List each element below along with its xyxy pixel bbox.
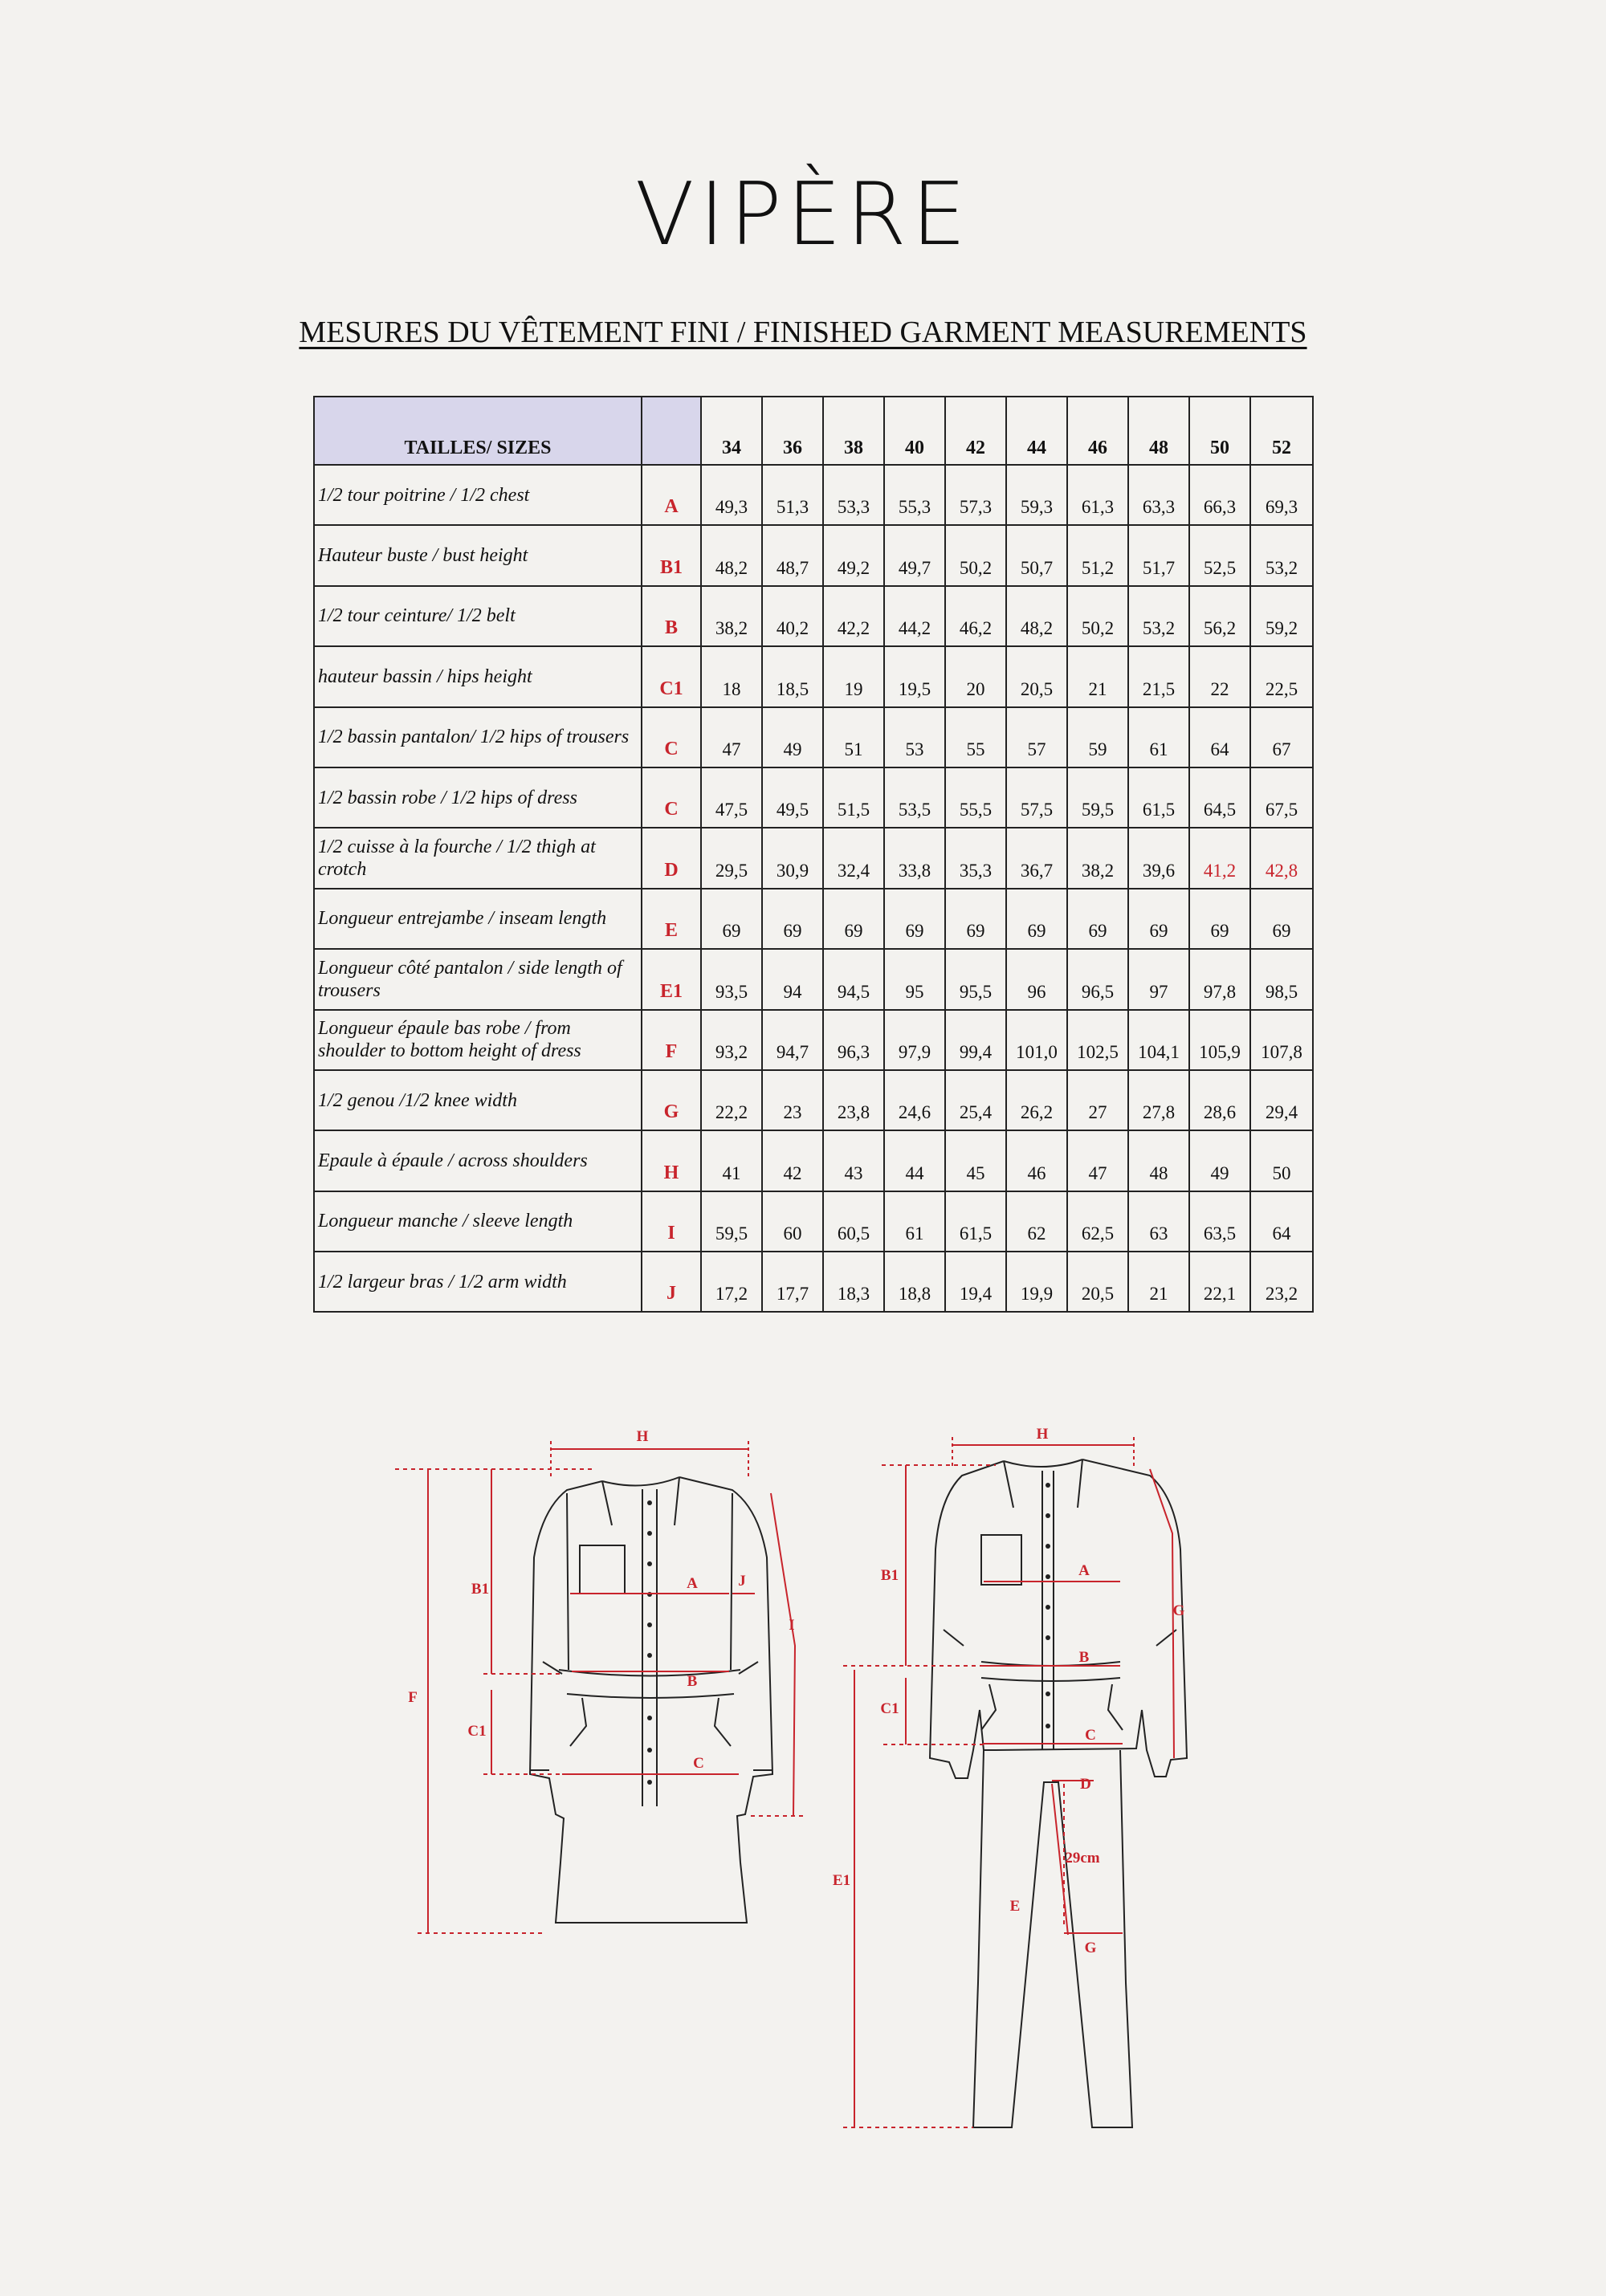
jumpsuit-label-D: D (1080, 1776, 1091, 1793)
measurement-value: 27 (1067, 1070, 1128, 1130)
measurement-value: 64,5 (1189, 767, 1250, 828)
measurement-value: 64 (1250, 1191, 1313, 1252)
measurement-value: 57,3 (945, 465, 1006, 525)
measurement-value: 18,3 (823, 1252, 884, 1312)
measurement-label: Longueur entrejambe / inseam length (314, 889, 642, 949)
measurement-value: 95,5 (945, 949, 1006, 1009)
measurement-value: 19,5 (884, 646, 945, 706)
measurement-value: 22 (1189, 646, 1250, 706)
measurement-value: 40,2 (762, 586, 823, 646)
measurement-value: 43 (823, 1130, 884, 1191)
measurement-value: 62,5 (1067, 1191, 1128, 1252)
measurement-value: 93,2 (701, 1010, 762, 1070)
measurement-value: 94,7 (762, 1010, 823, 1070)
measurement-code: C1 (642, 646, 701, 706)
jumpsuit-label-E1: E1 (832, 1872, 851, 1889)
measurement-value: 23 (762, 1070, 823, 1130)
measurement-code: J (642, 1252, 701, 1312)
measurement-value: 20,5 (1006, 646, 1067, 706)
measurement-value: 48,7 (762, 525, 823, 585)
measurement-value: 47 (701, 707, 762, 767)
measurement-value: 50,7 (1006, 525, 1067, 585)
measurement-value: 41 (701, 1130, 762, 1191)
measurement-value: 62 (1006, 1191, 1067, 1252)
measurement-value: 50 (1250, 1130, 1313, 1191)
measurement-value: 28,6 (1189, 1070, 1250, 1130)
measurement-value: 35,3 (945, 828, 1006, 888)
measurement-value: 94,5 (823, 949, 884, 1009)
measurement-code: I (642, 1191, 701, 1252)
size-header: 34 (701, 397, 762, 465)
measurement-label: Longueur côté pantalon / side length of trousers (314, 949, 642, 1009)
measurement-label: 1/2 tour ceinture/ 1/2 belt (314, 586, 642, 646)
dress-label-A: A (687, 1575, 698, 1592)
measurement-value: 21 (1067, 646, 1128, 706)
dress-label-H: H (636, 1428, 649, 1445)
measurement-value: 51,5 (823, 767, 884, 828)
measurement-label: Longueur manche / sleeve length (314, 1191, 642, 1252)
measurement-value: 49,7 (884, 525, 945, 585)
measurement-value: 53,2 (1250, 525, 1313, 585)
jumpsuit-buttons (1046, 1483, 1050, 1728)
measurement-value: 96 (1006, 949, 1067, 1009)
measurement-value: 53 (884, 707, 945, 767)
measurement-value: 17,7 (762, 1252, 823, 1312)
measurement-value: 61,5 (1128, 767, 1189, 828)
measurement-value: 26,2 (1006, 1070, 1067, 1130)
measurement-value: 69 (1250, 889, 1313, 949)
measurement-value: 98,5 (1250, 949, 1313, 1009)
measurement-value: 66,3 (1189, 465, 1250, 525)
jumpsuit-dimension-lines (843, 1437, 1174, 2127)
measurement-value: 24,6 (884, 1070, 945, 1130)
measurement-value: 69,3 (1250, 465, 1313, 525)
measurement-value: 52,5 (1189, 525, 1250, 585)
measurement-value: 69 (884, 889, 945, 949)
measurement-value: 59,5 (1067, 767, 1128, 828)
measurement-value: 56,2 (1189, 586, 1250, 646)
measurement-code: F (642, 1010, 701, 1070)
measurement-value: 30,9 (762, 828, 823, 888)
measurement-value: 49,2 (823, 525, 884, 585)
measurement-code: C (642, 767, 701, 828)
measurement-value: 69 (1128, 889, 1189, 949)
jumpsuit-label-C: C (1085, 1727, 1096, 1744)
measurement-label: 1/2 tour poitrine / 1/2 chest (314, 465, 642, 525)
measurement-value: 107,8 (1250, 1010, 1313, 1070)
measurement-value: 23,8 (823, 1070, 884, 1130)
dress-label-I: I (789, 1617, 795, 1634)
jumpsuit-label-A: A (1078, 1562, 1090, 1579)
measurement-value: 36,7 (1006, 828, 1067, 888)
measurement-value: 93,5 (701, 949, 762, 1009)
measurement-value: 64 (1189, 707, 1250, 767)
measurement-value: 59 (1067, 707, 1128, 767)
measurement-value: 69 (823, 889, 884, 949)
measurement-value: 69 (1189, 889, 1250, 949)
measurement-code: B (642, 586, 701, 646)
measurement-label: 1/2 largeur bras / 1/2 arm width (314, 1252, 642, 1312)
measurement-value: 59,5 (701, 1191, 762, 1252)
measurement-code: E (642, 889, 701, 949)
measurement-value: 32,4 (823, 828, 884, 888)
measurement-value: 21 (1128, 1252, 1189, 1312)
measurement-value: 19,4 (945, 1252, 1006, 1312)
dress-sketch (530, 1477, 772, 1923)
dress-label-C: C (693, 1755, 704, 1772)
measurement-value: 18 (701, 646, 762, 706)
dress-label-B1: B1 (471, 1581, 490, 1598)
measurement-value: 104,1 (1128, 1010, 1189, 1070)
measurement-value: 55,5 (945, 767, 1006, 828)
jumpsuit-label-G-knee: G (1084, 1940, 1097, 1956)
measurement-value: 60 (762, 1191, 823, 1252)
measurement-value: 69 (1067, 889, 1128, 949)
dress-buttons (647, 1500, 652, 1785)
measurement-value: 59,2 (1250, 586, 1313, 646)
measurement-value: 48,2 (1006, 586, 1067, 646)
measurement-value: 97 (1128, 949, 1189, 1009)
dress-label-C1: C1 (467, 1723, 487, 1740)
measurement-code: G (642, 1070, 701, 1130)
measurement-value: 53,3 (823, 465, 884, 525)
measurement-value: 60,5 (823, 1191, 884, 1252)
measurement-value: 45 (945, 1130, 1006, 1191)
measurement-value: 51,3 (762, 465, 823, 525)
measurement-value: 42,2 (823, 586, 884, 646)
size-header: 50 (1189, 397, 1250, 465)
size-header: 38 (823, 397, 884, 465)
measurement-value: 61 (884, 1191, 945, 1252)
measurement-value: 57,5 (1006, 767, 1067, 828)
size-header: 40 (884, 397, 945, 465)
measurement-value: 57 (1006, 707, 1067, 767)
measurement-value: 97,8 (1189, 949, 1250, 1009)
measurement-value: 23,2 (1250, 1252, 1313, 1312)
dress-label-J: J (738, 1573, 746, 1590)
measurement-label: 1/2 genou /1/2 knee width (314, 1070, 642, 1130)
measurement-value: 20 (945, 646, 1006, 706)
jumpsuit-label-C1: C1 (880, 1700, 899, 1717)
measurement-value: 50,2 (945, 525, 1006, 585)
measurement-label: 1/2 cuisse à la fourche / 1/2 thigh at crotch (314, 828, 642, 888)
jumpsuit-label-E: E (1009, 1898, 1021, 1915)
measurement-value: 105,9 (1189, 1010, 1250, 1070)
measurement-value: 22,5 (1250, 646, 1313, 706)
measurement-code: H (642, 1130, 701, 1191)
measurement-value: 29,4 (1250, 1070, 1313, 1130)
measurement-label: Hauteur buste / bust height (314, 525, 642, 585)
size-header: 44 (1006, 397, 1067, 465)
measurement-value: 69 (701, 889, 762, 949)
measurement-value: 48,2 (701, 525, 762, 585)
measurement-value: 29,5 (701, 828, 762, 888)
size-header: 36 (762, 397, 823, 465)
jumpsuit-label-29cm: 29cm (1065, 1850, 1100, 1867)
measurement-value: 18,8 (884, 1252, 945, 1312)
measurement-value: 41,2 (1189, 828, 1250, 888)
measurement-label: 1/2 bassin robe / 1/2 hips of dress (314, 767, 642, 828)
measurement-value: 101,0 (1006, 1010, 1067, 1070)
measurement-value: 49,5 (762, 767, 823, 828)
measurement-value: 46,2 (945, 586, 1006, 646)
dress-dimension-lines (395, 1441, 803, 1933)
measurement-value: 51,7 (1128, 525, 1189, 585)
jumpsuit-label-H: H (1036, 1426, 1049, 1443)
measurement-value: 67,5 (1250, 767, 1313, 828)
measurement-value: 44,2 (884, 586, 945, 646)
measurement-value: 19 (823, 646, 884, 706)
measurement-value: 94 (762, 949, 823, 1009)
measurement-value: 99,4 (945, 1010, 1006, 1070)
measurement-value: 69 (945, 889, 1006, 949)
measurement-value: 69 (1006, 889, 1067, 949)
measurement-value: 102,5 (1067, 1010, 1128, 1070)
measurement-value: 55,3 (884, 465, 945, 525)
measurement-value: 61,5 (945, 1191, 1006, 1252)
measurement-value: 38,2 (1067, 828, 1128, 888)
measurement-code: C (642, 707, 701, 767)
measurement-value: 59,3 (1006, 465, 1067, 525)
measurement-value: 63,5 (1189, 1191, 1250, 1252)
measurement-label: Epaule à épaule / across shoulders (314, 1130, 642, 1191)
measurement-value: 55 (945, 707, 1006, 767)
measurement-value: 49 (1189, 1130, 1250, 1191)
measurement-value: 61 (1128, 707, 1189, 767)
measurement-value: 20,5 (1067, 1252, 1128, 1312)
measurement-code: E1 (642, 949, 701, 1009)
measurement-value: 69 (762, 889, 823, 949)
measurement-value: 38,2 (701, 586, 762, 646)
measurement-value: 51,2 (1067, 525, 1128, 585)
size-header: 46 (1067, 397, 1128, 465)
measurement-value: 49,3 (701, 465, 762, 525)
measurement-value: 61,3 (1067, 465, 1128, 525)
measurement-value: 63 (1128, 1191, 1189, 1252)
measurement-label: hauteur bassin / hips height (314, 646, 642, 706)
header-label: TAILLES/ SIZES (314, 397, 642, 465)
measurement-code: B1 (642, 525, 701, 585)
measurement-value: 42,8 (1250, 828, 1313, 888)
size-header: 52 (1250, 397, 1313, 465)
measurement-value: 97,9 (884, 1010, 945, 1070)
measurement-value: 47,5 (701, 767, 762, 828)
measurement-value: 47 (1067, 1130, 1128, 1191)
dress-label-F: F (408, 1689, 418, 1706)
measurement-value: 19,9 (1006, 1252, 1067, 1312)
measurement-value: 25,4 (945, 1070, 1006, 1130)
measurement-code: D (642, 828, 701, 888)
measurement-value: 17,2 (701, 1252, 762, 1312)
measurement-value: 44 (884, 1130, 945, 1191)
measurement-value: 39,6 (1128, 828, 1189, 888)
measurement-value: 21,5 (1128, 646, 1189, 706)
measurement-code: A (642, 465, 701, 525)
measurement-value: 95 (884, 949, 945, 1009)
jumpsuit-sketch (930, 1459, 1187, 2127)
measurement-label: Longueur épaule bas robe / from shoulder to bottom height of dress (314, 1010, 642, 1070)
measurement-value: 53,2 (1128, 586, 1189, 646)
measurement-value: 49 (762, 707, 823, 767)
measurement-value: 46 (1006, 1130, 1067, 1191)
measurement-value: 50,2 (1067, 586, 1128, 646)
measurement-label: 1/2 bassin pantalon/ 1/2 hips of trousers (314, 707, 642, 767)
measurement-value: 67 (1250, 707, 1313, 767)
size-header: 42 (945, 397, 1006, 465)
jumpsuit-label-B1: B1 (880, 1567, 899, 1584)
measurement-value: 63,3 (1128, 465, 1189, 525)
measurement-value: 53,5 (884, 767, 945, 828)
brand-logo: VIPÈRE (634, 165, 972, 265)
size-header: 48 (1128, 397, 1189, 465)
measurement-value: 22,2 (701, 1070, 762, 1130)
measurement-value: 22,1 (1189, 1252, 1250, 1312)
measurement-value: 48 (1128, 1130, 1189, 1191)
measurement-value: 42 (762, 1130, 823, 1191)
jumpsuit-label-B: B (1078, 1649, 1090, 1666)
measurement-value: 96,5 (1067, 949, 1128, 1009)
measurement-value: 18,5 (762, 646, 823, 706)
measurement-value: 33,8 (884, 828, 945, 888)
jumpsuit-label-G-sleeve: G (1172, 1602, 1185, 1619)
dress-label-B: B (687, 1673, 698, 1690)
measurement-value: 96,3 (823, 1010, 884, 1070)
measurement-value: 27,8 (1128, 1070, 1189, 1130)
page-title: MESURES DU VÊTEMENT FINI / FINISHED GARMENT MEASUREMENTS (299, 315, 1307, 349)
measurement-value: 51 (823, 707, 884, 767)
